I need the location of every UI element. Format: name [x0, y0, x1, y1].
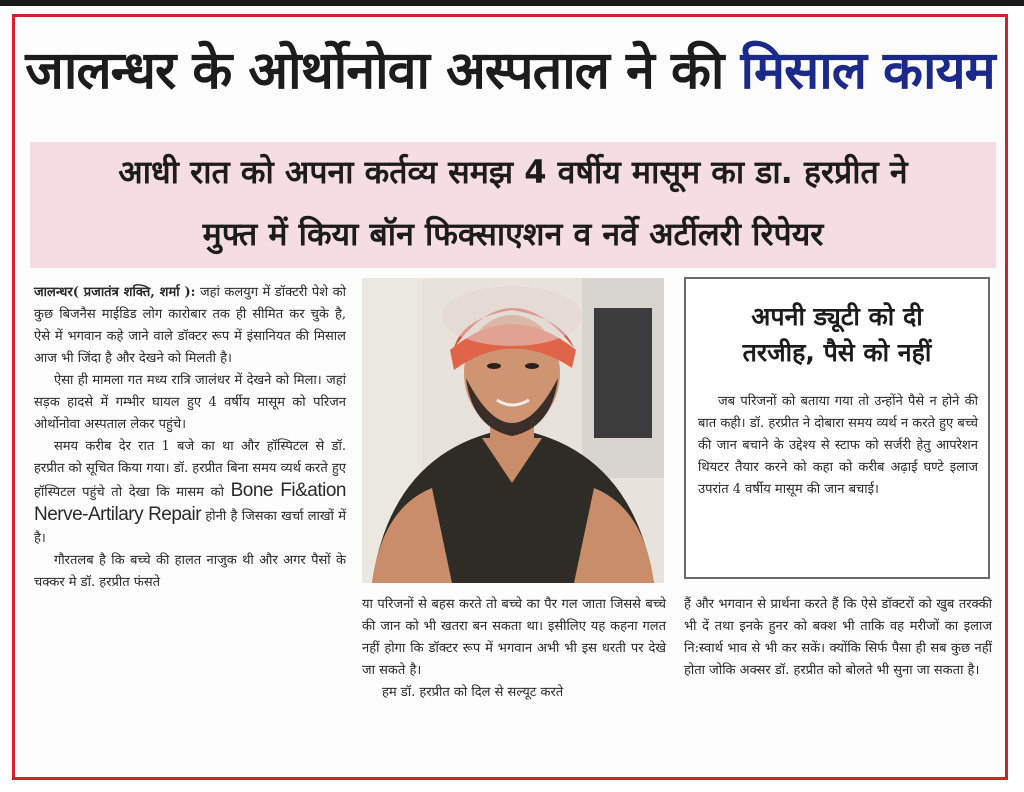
doctor-portrait-image: [362, 278, 664, 583]
article-paragraph-2: ऐसा ही मामला गत मध्य रात्रि जालंधर में देखने को मिला। जहां सड़क हादसे में गम्भीर घायल हुए 4 वर्षीय मासूम को परिजन ओर्थोनोवा अस्पताल लेकर पहुंचे।: [34, 373, 346, 432]
article-paragraph-4: गौरतलब है कि बच्चे की हालत नाजुक थी और अगर पैसों के चक्कर मे डॉ. हरप्रीत फंसते: [34, 553, 346, 590]
doctor-photo: [362, 278, 664, 583]
subheadline-line-2: मुफ्त में किया बॉन फिक्साएशन व नर्वे अर्टीलरी रिपेयर: [202, 215, 824, 253]
headline-main: जालन्धर के ओर्थोनोवा अस्पताल ने की: [25, 41, 724, 101]
headline: [20, 40, 1000, 102]
article-column-3: [684, 594, 992, 682]
sidebar-box-title: [686, 299, 988, 371]
subheadline-line-1: आधी रात को अपना कर्तव्य समझ 4 वर्षीय मासूम का डा. हरप्रीत ने: [118, 153, 908, 191]
article-paragraph-3: [34, 436, 346, 550]
article-paragraph-3-end: होनी है जिसका खर्चा लाखों में है।: [34, 509, 346, 546]
sidebar-box-title-line-1: अपनी ड्यूटी को दी: [751, 302, 923, 331]
column-2-paragraph-1: या परिजनों से बहस करते तो बच्चे का पैर गल जाता जिससे बच्चे की जान को भी खतरा बन सकता था। इसीलिए यह कहना गलत नहीं होगा कि डॉक्टर रूप में भगवान अभी भी इस धरती पर देखे जा सकते है।: [362, 597, 666, 678]
column-3-paragraph-1: हैं और भगवान से प्रार्थना करते हैं कि ऐसे डॉक्टरों को खुब तरक्की भी दें तथा इनके हुनर को बक्श भी ताकि वह मरीजों का इलाज नि:स्वार्थ भाव से भी कर सकें। क्योंकि सिर्फ पैसा ही सब कुछ नहीं होता जोकि अक्सर डॉ. हरप्रीत को बोलते भी सुना जा सकता है।: [684, 597, 992, 678]
sidebar-box-title-line-2: तरजीह, पैसे को नहीं: [742, 338, 932, 367]
article-paragraph-1-text: जहां कलयुग में डॉक्टरी पेशे को कुछ बिजनैस माईडिड लोग कारोबार तक ही सीमित कर चुके है, ऐसे में भगवान कहे जाने वाले डॉक्टर रूप में इंसानियत की मिसाल आज भी जिंदा है और देखने को मिलती है।: [34, 285, 346, 366]
top-rule: [0, 0, 1024, 6]
article-paragraph-3-text: समय करीब देर रात 1 बजे का था और हॉस्पिटल से डॉ. हरप्रीत को सूचित किया गया। डॉ. हरप्रीत बिना समय व्यर्थ करते हुए हॉस्पिटल पहुंचे तो देखा कि मासम को: [34, 439, 346, 500]
column-2-paragraph-2: हम डॉ. हरप्रीत को दिल से सल्यूट करते: [382, 685, 564, 700]
sidebar-box: [684, 277, 990, 579]
sidebar-box-body: [698, 391, 978, 501]
article-column-1: [34, 282, 346, 594]
article-paragraph-1: [34, 282, 346, 370]
dateline: जालन्धर( प्रजातंत्र शक्ति, शर्मा ):: [34, 285, 196, 300]
sidebar-box-paragraph: जब परिजनों को बताया गया तो उन्होंने पैसे न होने की बात कही। डॉ. हरप्रीत ने दोबारा समय व्यर्थ न करते हुए बच्चे की जान बचाने के उद्देश्य से स्टाफ को सर्जरी हेतु आपरेशन थियटर तैयार करने को कहा को करीब अढ़ाई घण्टे इलाज उपरांत 4 वर्षीय मासूम की जान बचाई।: [698, 394, 978, 497]
headline-accent: मिसाल कायम: [740, 41, 995, 101]
procedure-name: Bone Fi&ation Nerve-Artilary Repair: [34, 480, 346, 525]
article-column-2: [362, 594, 666, 704]
